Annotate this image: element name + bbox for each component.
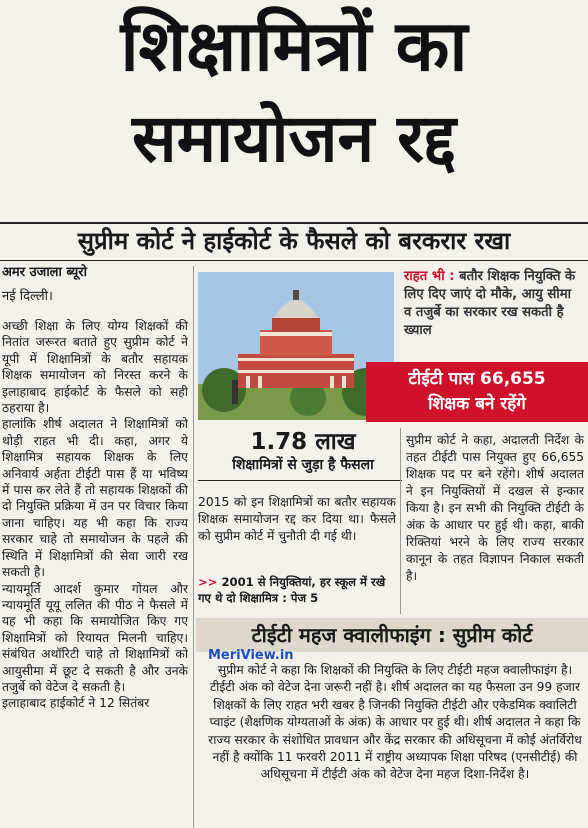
right-column-text: सुप्रीम कोर्ट ने कहा, अदालती निर्देश के तहत टीईटी पास नियुक्त हुए 66,655 शिक्षक पद पर बने रहेंगे। शीर्ष अदालत ने इन नियुक्तियों में दखल से इन्कार किया है। इन सभी की नियुक्ति टीईटी के अंक के आधार पर हुई थी। कहा, बाकी रिक्तियां भरने के लिए राज्य सरकार कानून के तहत विज्ञापन निकाल सकती है। — [406, 433, 584, 583]
watermark-logo: MeriView.in — [208, 648, 294, 663]
middle-column-text: 2015 को इन शिक्षामित्रों का बतौर सहायक शिक्षक समायोजन रद्द कर दिया था। फैसले को सुप्रीम कोर्ट में चुनौती दी गई थी। — [198, 495, 396, 543]
dateline: नई दिल्ली। — [2, 289, 53, 304]
reference-text: 2001 से नियुक्तियां, हर स्कूल में रखे गए थे दो शिक्षामित्र : पेज 5 — [198, 575, 386, 605]
supreme-court-photo — [198, 272, 394, 420]
relief-note — [404, 268, 582, 340]
sub-heading: टीईटी महज क्वालीफाइंग : सुप्रीम कोर्ट — [196, 618, 588, 652]
relief-text: बतौर शिक्षक नियुक्ति के लिए दिए जाएं दो मौके, आयु सीमा व तजुर्बे का सरकार रख सकती है ख्याल — [404, 269, 576, 338]
reference-arrow: >> — [198, 575, 218, 589]
column-divider — [193, 266, 194, 828]
stat-callout — [198, 428, 408, 474]
tet-highlight-box — [366, 362, 588, 422]
relief-label: राहत भी : — [404, 269, 455, 284]
subheadline-divider — [0, 260, 588, 261]
stat-divider — [198, 480, 402, 481]
stat-caption: शिक्षामित्रों से जुड़ा है फैसला — [232, 457, 374, 473]
subheadline: सुप्रीम कोर्ट ने हाईकोर्ट के फैसले को बरकरार रखा — [77, 227, 511, 255]
right-column-divider — [400, 428, 401, 614]
left-paragraph: हालांकि शीर्ष अदालत ने शिक्षामित्रों को थोड़ी राहत भी दी। कहा, अगर ये शिक्षामित्र सहायक शिक्षक के लिए अनिवार्य अर्हता टीईटी पास हैं या भविष्य में पास कर लेते हैं तो सहायक शिक्षकों की दो नियुक्ति प्रक्रिया में उन पर विचार किया जाना चाहिए। यह भी कहा कि राज्य सरकार चाहे तो समायोजन के पहले की स्थिति में शिक्षामित्रों की सेवा जारी रख सकती है। — [2, 417, 188, 580]
tet-highlight-line-1: टीईटी पास 66,655 — [408, 369, 546, 389]
stat-value: 1.78 लाख — [250, 429, 356, 455]
page-reference — [198, 574, 398, 606]
headline-line-2: समायोजन रद्द — [131, 100, 457, 177]
headline-divider — [0, 222, 588, 224]
tet-highlight-line-2: शिक्षक बने रहेंगे — [428, 394, 526, 414]
left-column — [2, 318, 188, 828]
bottom-text: सुप्रीम कोर्ट ने कहा कि शिक्षकों की नियुक्ति के लिए टीईटी महज क्वालीफाइंग है। टीईटी अंक को वेटेज देना जरूरी नहीं है। शीर्ष अदालत का यह फैसला उन 99 हजार शिक्षकों के लिए राहत भरी खबर है जिनकी नियुक्ति टीईटी और एकेडमिक क्वालिटी प्वाइंट (शैक्षणिक योग्यताओं के अंक) के आधार पर हुई थी। शीर्ष अदालत ने कहा कि राज्य सरकार के संशोधित प्रावधान और केंद्र सरकार की अधिसूचना में कोई अंतर्विरोध नहीं है क्योंकि 11 फरवरी 2011 में राष्ट्रीय अध्यापक शिक्षा परिषद (एनसीटीई) की अधिसूचना में टीईटी अंक को वेटेज देना महज दिशा-निर्देश है। — [208, 663, 582, 782]
left-paragraph: न्यायमूर्ति आदर्श कुमार गोयल और न्यायमूर्ति यूयू ललित की पीठ ने फैसले में यह भी कहा कि समायोजित किए गए शिक्षामित्रों को रियायत मिलनी चाहिए। संबंधित अथॉरिटी चाहे तो शिक्षामित्रों को आयुसीमा में छूट दे सकती है और उनके तजुर्बे को वेटेज दे सकती है। — [2, 581, 188, 694]
left-paragraph: इलाहाबाद हाईकोर्ट ने 12 सितंबर — [2, 696, 150, 711]
headline-line-1: शिक्षामित्रों का — [120, 5, 468, 87]
left-paragraph: अच्छी शिक्षा के लिए योग्य शिक्षकों की नितांत जरूरत बताते हुए सुप्रीम कोर्ट ने यूपी में शिक्षामित्रों के बतौर सहायक शिक्षक समायोजन को निरस्त करने के इलाहाबाद हाईकोर्ट के फैसले को सही ठहराया है। — [2, 319, 188, 416]
bureau-byline: अमर उजाला ब्यूरो — [2, 265, 87, 280]
